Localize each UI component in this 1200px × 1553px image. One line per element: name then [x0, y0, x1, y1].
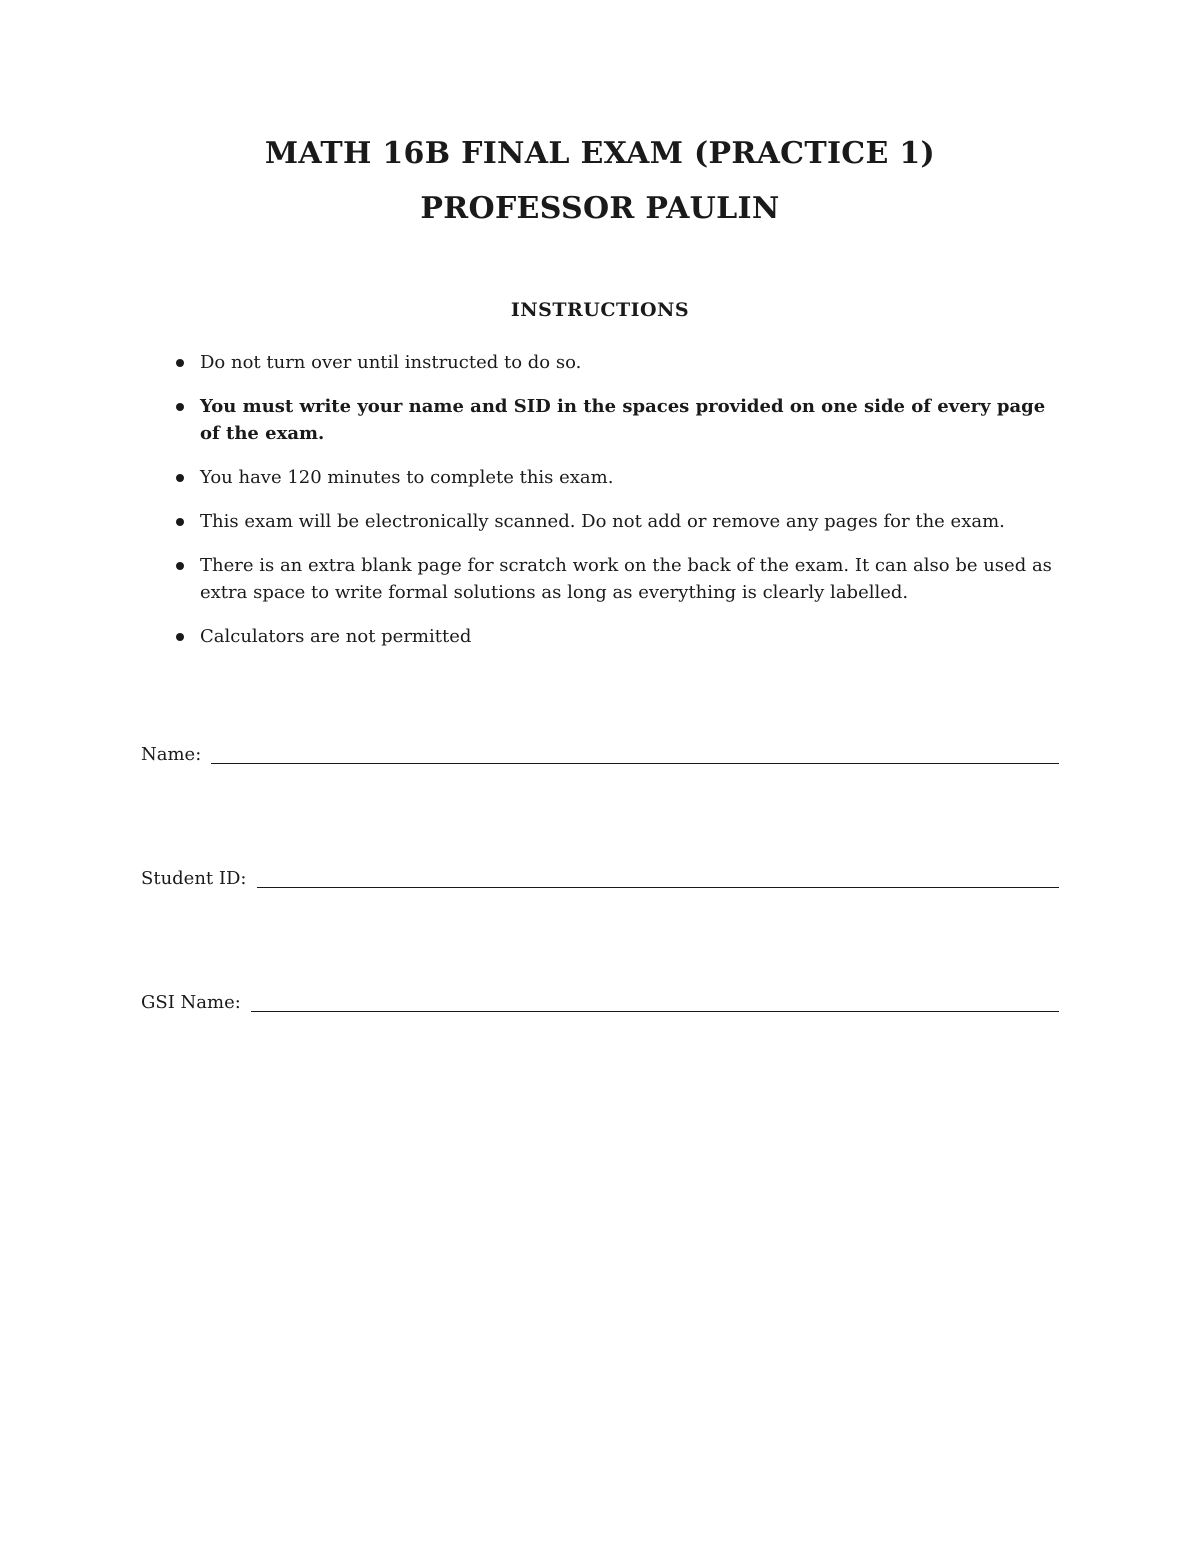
instruction-text: You have 120 minutes to complete this exam.: [200, 467, 614, 488]
bullet-icon: [176, 562, 184, 570]
name-label: Name:: [141, 744, 202, 765]
instruction-item: [176, 508, 1066, 535]
instruction-list: [176, 349, 1066, 667]
instruction-text: There is an extra blank page for scratch work on the back of the exam. It can also be used as extra space to write formal solutions as long as everything is clearly labelled.: [200, 555, 1052, 603]
instruction-text: Do not turn over until instructed to do so.: [200, 352, 582, 373]
bullet-icon: [176, 633, 184, 641]
name-field: [141, 735, 1059, 765]
bullet-icon: [176, 403, 184, 411]
instruction-text: You must write your name and SID in the spaces provided on one side of every page of the exam.: [200, 396, 1046, 444]
bullet-icon: [176, 518, 184, 526]
exam-title: MATH 16B FINAL EXAM (PRACTICE 1): [264, 136, 936, 171]
student-id-label: Student ID:: [141, 868, 247, 889]
instruction-item: [176, 393, 1066, 447]
instruction-text: Calculators are not permitted: [200, 626, 472, 647]
student-id-field: [141, 859, 1059, 889]
bullet-icon: [176, 474, 184, 482]
gsi-name-input-line[interactable]: [251, 1011, 1059, 1012]
instruction-item: [176, 464, 1066, 491]
gsi-name-field: [141, 983, 1059, 1013]
instruction-item: [176, 552, 1066, 606]
instruction-item: [176, 623, 1066, 650]
gsi-name-label: GSI Name:: [141, 992, 241, 1013]
bullet-icon: [176, 359, 184, 367]
instruction-item: [176, 349, 1066, 376]
instructions-heading: INSTRUCTIONS: [510, 299, 690, 321]
instruction-text: This exam will be electronically scanned. Do not add or remove any pages for the exam.: [200, 511, 1005, 532]
name-input-line[interactable]: [211, 763, 1059, 764]
professor-name: PROFESSOR PAULIN: [420, 191, 780, 226]
student-id-input-line[interactable]: [257, 887, 1060, 888]
